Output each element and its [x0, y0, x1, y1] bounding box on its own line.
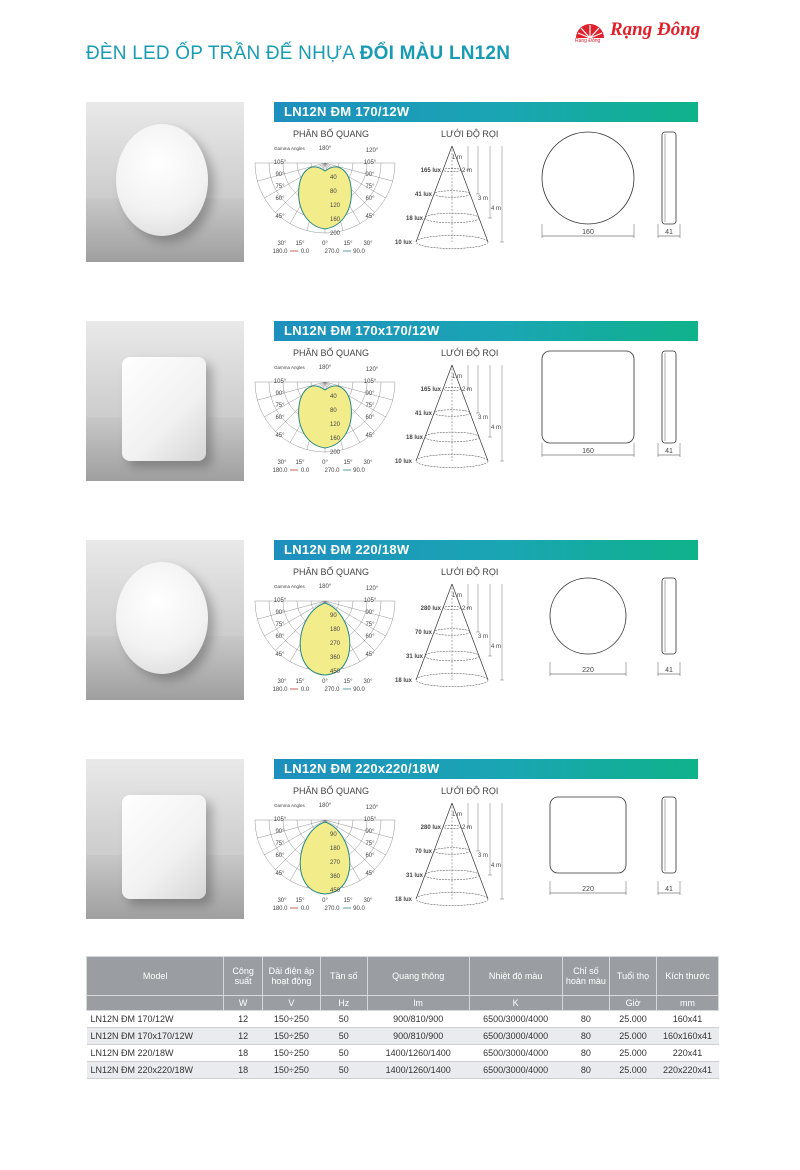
- lux-value: 165 lux: [420, 387, 441, 393]
- model-bar: [274, 759, 698, 779]
- distance-label: 1 m: [451, 812, 462, 818]
- table-cell: 150÷250: [263, 1062, 321, 1079]
- unit-cell: Hz: [320, 996, 367, 1011]
- dimension-drawing: [538, 128, 646, 240]
- dimension-drawing: [538, 347, 646, 459]
- distance-label: 3 m: [477, 853, 488, 859]
- curve-legend: 270.0: [324, 468, 340, 474]
- ring-value: 200: [330, 450, 341, 456]
- table-cell: 12: [224, 1011, 263, 1028]
- table-cell: 80: [562, 1062, 609, 1079]
- ring-value: 160: [330, 436, 341, 442]
- model-title: LN12N ĐM 170/12W: [284, 104, 410, 119]
- ring-value: 80: [330, 189, 337, 195]
- angle-label: 15°: [295, 898, 305, 904]
- curve-legend: 270.0: [324, 249, 340, 255]
- col-header: Tần số: [320, 957, 367, 996]
- curve-legend: 90.0: [353, 249, 365, 255]
- curve-legend: 90.0: [353, 687, 365, 693]
- table-cell: 150÷250: [263, 1045, 321, 1062]
- polar-diagram: [270, 582, 380, 692]
- col-header: Tuổi thọ: [609, 957, 656, 996]
- angle-label: 30°: [277, 241, 287, 247]
- table-row: [87, 1028, 719, 1045]
- angle-label: 75°: [275, 622, 285, 628]
- angle-label: 45°: [365, 871, 375, 877]
- outline-round: [542, 132, 634, 224]
- lux-value: 10 lux: [394, 459, 412, 465]
- lux-value: 18 lux: [394, 897, 412, 903]
- table-cell: 160x160x41: [657, 1028, 719, 1045]
- lamp-image: [116, 562, 208, 674]
- ring-value: 40: [330, 175, 337, 181]
- angle-label: 0°: [322, 898, 328, 904]
- width-value: 160: [582, 229, 594, 236]
- distance-label: 1 m: [451, 155, 462, 161]
- angle-label: 105°: [363, 160, 377, 166]
- col-header: Model: [87, 957, 224, 996]
- col-header: Công suất: [224, 957, 263, 996]
- col-header: Quang thông: [367, 957, 469, 996]
- angle-label: 105°: [363, 598, 377, 604]
- side-view: [654, 128, 684, 240]
- angle-label: 60°: [275, 415, 285, 421]
- angle-label: 30°: [363, 241, 373, 247]
- table-cell: 80: [562, 1011, 609, 1028]
- product-photo: [86, 102, 244, 262]
- cone-label: LƯỚI ĐỘ RỌI: [441, 129, 499, 139]
- model-title: LN12N ĐM 220x220/18W: [284, 761, 440, 776]
- table-cell: 50: [320, 1062, 367, 1079]
- unit-cell: Giờ: [609, 996, 656, 1011]
- ring-value: 450: [330, 669, 341, 675]
- ring-value: 160: [330, 217, 341, 223]
- width-value: 220: [582, 667, 594, 674]
- brand-name: Rạng Đông: [610, 19, 701, 40]
- ring-value: 450: [330, 888, 341, 894]
- illuminance-cone: [394, 582, 528, 687]
- ring-value: 360: [330, 874, 341, 880]
- table-cell: LN12N ĐM 220x220/18W: [87, 1062, 224, 1079]
- distance-label: 2 m: [461, 168, 472, 174]
- gamma-label: Gamma Angles: [274, 365, 305, 370]
- table-cell: 1400/1260/1400: [367, 1062, 469, 1079]
- height-value: 41: [665, 448, 673, 455]
- lux-value: 41 lux: [414, 411, 432, 417]
- angle-label: 45°: [275, 871, 285, 877]
- unit-cell: [87, 996, 224, 1011]
- angle-label: 60°: [365, 634, 375, 640]
- table-cell: 50: [320, 1028, 367, 1045]
- dimension-drawing: [538, 566, 646, 678]
- width-value: 160: [582, 448, 594, 455]
- col-header: Dải điện áp hoạt động: [263, 957, 321, 996]
- angle-label: 15°: [295, 679, 305, 685]
- angle-label: 90°: [365, 391, 375, 397]
- ring-value: 270: [330, 860, 341, 866]
- angle-label: 75°: [275, 403, 285, 409]
- polar-diagram: [270, 363, 380, 473]
- side-view: [654, 566, 684, 678]
- angle-label: 105°: [273, 160, 287, 166]
- angle-label: 60°: [275, 634, 285, 640]
- table-cell: 6500/3000/4000: [469, 1062, 562, 1079]
- table-cell: 6500/3000/4000: [469, 1028, 562, 1045]
- distance-label: 2 m: [461, 387, 472, 393]
- angle-label: 105°: [273, 817, 287, 823]
- curve-legend: 270.0: [324, 906, 340, 912]
- angle-label: 180°: [318, 146, 332, 152]
- curve-legend: 180.0: [272, 468, 288, 474]
- angle-label: 120°: [365, 586, 379, 592]
- angle-label: 90°: [275, 391, 285, 397]
- ring-value: 360: [330, 655, 341, 661]
- angle-label: 45°: [365, 652, 375, 658]
- angle-label: 15°: [343, 241, 353, 247]
- table-cell: 6500/3000/4000: [469, 1045, 562, 1062]
- lux-value: 18 lux: [394, 678, 412, 684]
- angle-label: 60°: [275, 196, 285, 202]
- angle-label: 45°: [275, 214, 285, 220]
- curve-legend: 0.0: [300, 249, 310, 255]
- table-cell: 18: [224, 1045, 263, 1062]
- angle-label: 90°: [365, 610, 375, 616]
- table-cell: LN12N ĐM 170x170/12W: [87, 1028, 224, 1045]
- polar-diagram: [270, 801, 380, 911]
- side-outline: [662, 351, 676, 443]
- polar-curve: [299, 167, 352, 229]
- angle-label: 60°: [365, 196, 375, 202]
- angle-label: 30°: [363, 460, 373, 466]
- table-cell: 25.000: [609, 1045, 656, 1062]
- curve-legend: 0.0: [300, 687, 310, 693]
- lux-value: 280 lux: [420, 825, 441, 831]
- angle-label: 105°: [363, 379, 377, 385]
- angle-label: 75°: [275, 841, 285, 847]
- outline-square: [550, 797, 626, 873]
- angle-label: 75°: [365, 184, 375, 190]
- angle-label: 15°: [343, 460, 353, 466]
- lux-value: 41 lux: [414, 192, 432, 198]
- illuminance-cone: [394, 363, 528, 468]
- angle-label: 45°: [365, 433, 375, 439]
- angle-label: 105°: [363, 817, 377, 823]
- lamp-image: [122, 357, 206, 461]
- table-cell: 6500/3000/4000: [469, 1011, 562, 1028]
- product-section: [86, 102, 706, 282]
- unit-cell: V: [263, 996, 321, 1011]
- curve-legend: 180.0: [272, 906, 288, 912]
- angle-label: 120°: [365, 148, 379, 154]
- ring-value: 270: [330, 641, 341, 647]
- table-cell: 80: [562, 1028, 609, 1045]
- cone-label: LƯỚI ĐỘ RỌI: [441, 567, 499, 577]
- table-row: [87, 1045, 719, 1062]
- table-unit-row: [87, 996, 719, 1011]
- angle-label: 15°: [343, 898, 353, 904]
- angle-label: 30°: [277, 679, 287, 685]
- model-bar: [274, 102, 698, 122]
- angle-label: 105°: [273, 379, 287, 385]
- curve-legend: 0.0: [300, 906, 310, 912]
- unit-cell: mm: [657, 996, 719, 1011]
- angle-label: 105°: [273, 598, 287, 604]
- distance-label: 2 m: [461, 606, 472, 612]
- angle-label: 30°: [277, 460, 287, 466]
- unit-cell: W: [224, 996, 263, 1011]
- angle-label: 0°: [322, 460, 328, 466]
- table-cell: 25.000: [609, 1062, 656, 1079]
- gamma-label: Gamma Angles: [274, 146, 305, 151]
- table-row: [87, 1011, 719, 1028]
- table-cell: 1400/1260/1400: [367, 1045, 469, 1062]
- gamma-label: Gamma Angles: [274, 584, 305, 589]
- outline-square: [542, 351, 634, 443]
- curve-legend: 0.0: [300, 468, 310, 474]
- distance-label: 3 m: [477, 415, 488, 421]
- polar-label: PHÂN BỐ QUANG: [293, 348, 370, 358]
- side-view: [654, 347, 684, 459]
- angle-label: 60°: [275, 853, 285, 859]
- polar-label: PHÂN BỐ QUANG: [293, 786, 370, 796]
- table-row: [87, 1062, 719, 1079]
- angle-label: 15°: [295, 460, 305, 466]
- curve-legend: 180.0: [272, 249, 288, 255]
- angle-label: 0°: [322, 679, 328, 685]
- table-cell: LN12N ĐM 220/18W: [87, 1045, 224, 1062]
- angle-label: 90°: [275, 610, 285, 616]
- side-outline: [662, 797, 676, 873]
- table-cell: 50: [320, 1011, 367, 1028]
- ring-value: 200: [330, 231, 341, 237]
- curve-legend: 180.0: [272, 687, 288, 693]
- angle-label: 75°: [365, 622, 375, 628]
- polar-diagram: [270, 144, 380, 254]
- ring-value: 180: [330, 846, 341, 852]
- spec-table: [86, 956, 719, 1079]
- distance-label: 4 m: [490, 206, 501, 212]
- ring-value: 90: [330, 832, 337, 838]
- outline-round: [550, 578, 626, 654]
- col-header: Nhiệt độ màu: [469, 957, 562, 996]
- angle-label: 60°: [365, 415, 375, 421]
- table-cell: 50: [320, 1045, 367, 1062]
- angle-label: 30°: [277, 898, 287, 904]
- angle-label: 75°: [275, 184, 285, 190]
- model-bar: [274, 321, 698, 341]
- lux-value: 70 lux: [414, 849, 432, 855]
- lux-value: 31 lux: [405, 873, 423, 879]
- angle-label: 60°: [365, 853, 375, 859]
- angle-label: 45°: [275, 433, 285, 439]
- col-header: Chỉ số hoàn màu: [562, 957, 609, 996]
- lamp-image: [116, 124, 208, 236]
- angle-label: 75°: [365, 841, 375, 847]
- angle-label: 90°: [275, 172, 285, 178]
- angle-label: 15°: [343, 679, 353, 685]
- table-cell: 80: [562, 1045, 609, 1062]
- angle-label: 45°: [275, 652, 285, 658]
- curve-legend: 270.0: [324, 687, 340, 693]
- page-title: ĐÈN LED ỐP TRẦN ĐẾ NHỰA ĐỔI MÀU LN12N: [86, 43, 511, 64]
- col-header: Kích thước: [657, 957, 719, 996]
- table-cell: 150÷250: [263, 1011, 321, 1028]
- angle-label: 30°: [363, 898, 373, 904]
- cone-label: LƯỚI ĐỘ RỌI: [441, 348, 499, 358]
- gamma-label: Gamma Angles: [274, 803, 305, 808]
- angle-label: 75°: [365, 403, 375, 409]
- lux-value: 18 lux: [405, 435, 423, 441]
- angle-label: 180°: [318, 365, 332, 371]
- lux-value: 18 lux: [405, 216, 423, 222]
- angle-label: 120°: [365, 805, 379, 811]
- side-view: [654, 785, 684, 897]
- distance-label: 2 m: [461, 825, 472, 831]
- lamp-image: [122, 795, 206, 899]
- ring-value: 90: [330, 613, 337, 619]
- dimension-drawing: [538, 785, 646, 897]
- ring-value: 80: [330, 408, 337, 414]
- table-cell: 220x220x41: [657, 1062, 719, 1079]
- distance-label: 4 m: [490, 425, 501, 431]
- distance-label: 3 m: [477, 634, 488, 640]
- lux-value: 10 lux: [394, 240, 412, 246]
- table-cell: 160x41: [657, 1011, 719, 1028]
- height-value: 41: [665, 667, 673, 674]
- polar-curve: [300, 603, 350, 675]
- width-value: 220: [582, 886, 594, 893]
- unit-cell: [562, 996, 609, 1011]
- unit-cell: K: [469, 996, 562, 1011]
- angle-label: 15°: [295, 241, 305, 247]
- angle-label: 0°: [322, 241, 328, 247]
- angle-label: 30°: [363, 679, 373, 685]
- angle-label: 180°: [318, 803, 332, 809]
- brand-logo: [572, 16, 712, 50]
- lux-value: 70 lux: [414, 630, 432, 636]
- angle-label: 45°: [365, 214, 375, 220]
- polar-label: PHÂN BỐ QUANG: [293, 567, 370, 577]
- angle-label: 120°: [365, 367, 379, 373]
- ring-value: 120: [330, 422, 341, 428]
- ring-value: 180: [330, 627, 341, 633]
- distance-label: 1 m: [451, 593, 462, 599]
- unit-cell: lm: [367, 996, 469, 1011]
- angle-label: 90°: [365, 172, 375, 178]
- curve-legend: 90.0: [353, 468, 365, 474]
- table-cell: 150÷250: [263, 1028, 321, 1045]
- height-value: 41: [665, 229, 673, 236]
- polar-curve: [300, 822, 350, 894]
- product-photo: [86, 759, 244, 919]
- product-section: [86, 321, 706, 501]
- table-cell: 12: [224, 1028, 263, 1045]
- lux-value: 31 lux: [405, 654, 423, 660]
- table-cell: 18: [224, 1062, 263, 1079]
- distance-label: 4 m: [490, 863, 501, 869]
- side-outline: [662, 578, 676, 654]
- table-cell: 900/810/900: [367, 1011, 469, 1028]
- angle-label: 180°: [318, 584, 332, 590]
- distance-label: 4 m: [490, 644, 501, 650]
- model-title: LN12N ĐM 170x170/12W: [284, 323, 440, 338]
- polar-curve: [299, 386, 352, 448]
- table-cell: LN12N ĐM 170/12W: [87, 1011, 224, 1028]
- lux-value: 165 lux: [420, 168, 441, 174]
- product-section: [86, 540, 706, 720]
- table-cell: 25.000: [609, 1011, 656, 1028]
- curve-legend: 90.0: [353, 906, 365, 912]
- illuminance-cone: [394, 801, 528, 906]
- model-title: LN12N ĐM 220/18W: [284, 542, 410, 557]
- angle-label: 90°: [365, 829, 375, 835]
- ring-value: 120: [330, 203, 341, 209]
- model-bar: [274, 540, 698, 560]
- distance-label: 1 m: [451, 374, 462, 380]
- lux-value: 280 lux: [420, 606, 441, 612]
- polar-label: PHÂN BỐ QUANG: [293, 129, 370, 139]
- illuminance-cone: [394, 144, 528, 249]
- table-cell: 25.000: [609, 1028, 656, 1045]
- table-header-row: [87, 957, 719, 996]
- product-section: [86, 759, 706, 939]
- side-outline: [662, 132, 676, 224]
- product-photo: [86, 540, 244, 700]
- height-value: 41: [665, 886, 673, 893]
- ring-value: 40: [330, 394, 337, 400]
- table-cell: 220x41: [657, 1045, 719, 1062]
- product-photo: [86, 321, 244, 481]
- cone-label: LƯỚI ĐỘ RỌI: [441, 786, 499, 796]
- distance-label: 3 m: [477, 196, 488, 202]
- brand-small-text: Rạng Đông: [575, 38, 601, 44]
- table-cell: 900/810/900: [367, 1028, 469, 1045]
- angle-label: 90°: [275, 829, 285, 835]
